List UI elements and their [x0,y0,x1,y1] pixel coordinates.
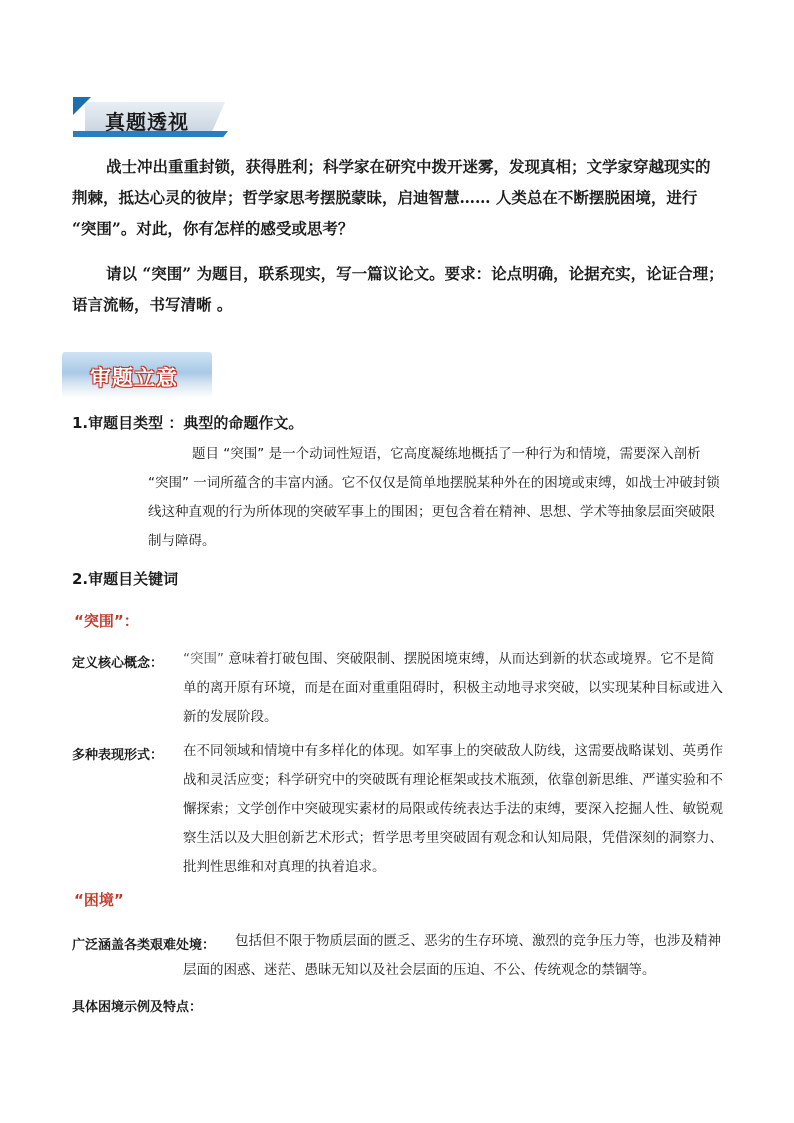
item2-heading: 2.审题目关键词 [72,570,179,588]
prompt-paragraph-1: 战士冲出重重封锁，获得胜利；科学家在研究中拨开迷雾，发现真相；文学家穿越现实的荆棘，抵达心灵的彼岸；哲学家思考摆脱蒙昧，启迪智慧…… 人类总在不断摆脱困境，进行 “突围”。对此，你有怎样的感受或思考？ [72,157,711,238]
examples-label: 具体困境示例及特点： [72,1000,203,1015]
section-title-analysis: 审题立意 [90,366,178,390]
definition-label: 定义核心概念： [72,656,164,671]
section-banner-analysis [62,352,212,398]
definition-text: 意味着打破包围、突破限制、摆脱困境束缚，从而达到新的状态或境界。它不是简单的离开原有环境，而是在面对重重阻碍时，积极主动地寻求突破，以实现某种目标或进入新的发展阶段。 [183,651,723,725]
prompt-paragraph-2: 请以 “突围” 为题目，联系现实，写一篇议论文。要求：论点明确，论据充实，论证合理；语言流畅，书写清晰 。 [72,264,724,314]
item1-heading: 1.审题目类型 ：典型的命题作文。 [72,414,304,432]
forms-body: 在不同领域和情境中有多样化的体现。如军事上的突破敌人防线，这需要战略谋划、英勇作战和灵活应变；科学研究中的突破既有理论框架或技术瓶颈，依靠创新思维、严谨实验和不懈探索；文学创作中突破现实素材的局限或传统表达手法的束缚，要深入挖掘人性、敏锐观察生活以及大胆创新艺术形式；哲学思考里突破固有观念和认知局限，凭借深刻的洞察力、批判性思维和对真理的执着追求。 [183,743,723,875]
scope-body: 包括但不限于物质层面的匮乏、恶劣的生存环境、激烈的竞争压力等，也涉及精神层面的困惑、迷茫、愚昧无知以及社会层面的压迫、不公、传统观念的禁锢等。 [183,933,721,978]
definition-body [183,645,724,732]
banner-corner-decoration [73,97,91,115]
keyword-breakout: “突围”： [74,612,139,630]
section-title-real-questions: 真题透视 [105,110,189,134]
definition-quote: “突围” [183,651,224,667]
forms-label: 多种表现形式： [72,748,164,763]
keyword-dilemma: “困境” [74,891,124,909]
item1-body: 题目 “突围” 是一个动词性短语，它高度凝练地概括了一种行为和情境，需要深入剖析 “突围” 一词所蕴含的丰富内涵。它不仅仅是简单地摆脱某种外在的困境或束缚，如战士冲破封锁线这种直观的行为所体现的突破军事上的围困；更包含着在精神、思想、学术等抽象层面突破限制与障碍。 [148,446,720,549]
scope-label: 广泛涵盖各类艰难处境： [72,938,216,953]
section-banner-real-questions [73,97,228,139]
